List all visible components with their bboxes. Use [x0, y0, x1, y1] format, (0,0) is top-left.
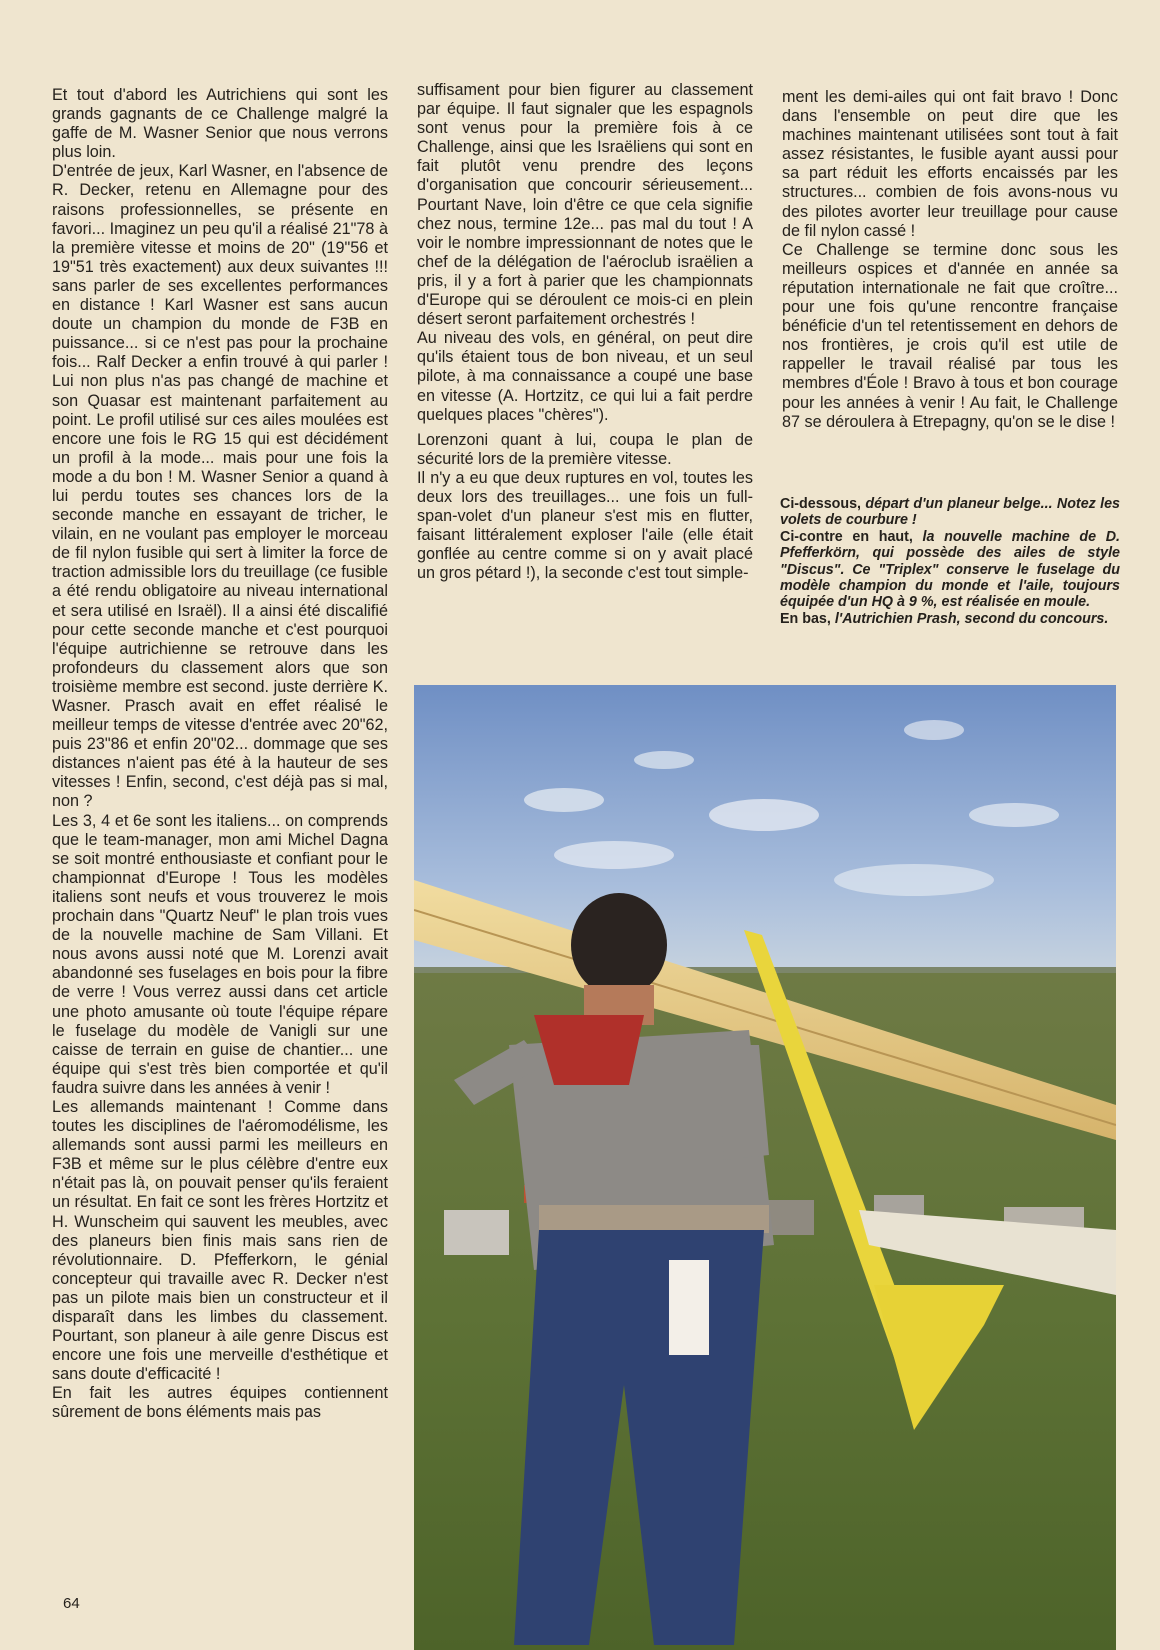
caption-text: l'Autrichien Prash, second du concours. — [834, 610, 1109, 627]
article-column-3 — [782, 88, 1118, 432]
article-column-1 — [52, 86, 388, 1423]
photo-caption — [780, 496, 1120, 627]
caption-lead: Ci-dessous, — [780, 496, 866, 512]
paragraph: Il n'y a eu que deux ruptures en vol, toutes les deux lors des treuillages... une fois un full-span-volet d'un planeur s'est mis en flutter, faisant littéralement exploser l'aile (elle était gonflée au centre comme si on y avait placé un gros pétard !), la seconde c'est tout simple- — [417, 468, 753, 583]
caption-lead: Ci-contre en haut, — [780, 528, 923, 545]
photo-glider-launch — [414, 685, 1116, 1650]
page-number: 64 — [63, 1595, 80, 1612]
paragraph: ment les demi-ailes qui ont fait bravo ! Donc dans l'ensemble on peut dire que les machines maintenant utilisées sont tout à fait assez résistantes, le fusible ayant aussi pour sa part réduit les efforts encaissés par les structures... combien de fois avons-nous vu des pilotes avorter leur treuillage pour cause de fil nylon cassé ! — [782, 88, 1118, 240]
paragraph: Ce Challenge se termine donc sous les meilleurs ospices et d'année en année sa réputation internationale ne fait que croître... pour une fois qu'une rencontre française bénéficie d'un tel retentissement en dehors de nos frontières, je crois qu'il est utile de rappeller le travail réalisé par tous les membres d'Éole ! Bravo à tous et bon courage pour les années à venir ! Au fait, le Challenge 87 se déroulera à Etrepagny, qu'on se le dise ! — [782, 240, 1118, 431]
paragraph: D'entrée de jeux, Karl Wasner, en l'absence de R. Decker, retenu en Allemagne pour des raisons professionnelles, se présente en favori... Imaginez un peu qu'il a réalisé 21"78 à la première vitesse et moins de 20" (19"56 et 19"51 très exactement) aux deux suivantes !!! sans parler de ses excellentes performances en distance ! Karl Wasner est sans aucun doute un champion du monde de F3B en puissance... si ce n'est pas pour la prochaine fois... Ralf Decker a enfin trouvé à qui parler ! Lui non plus n'as pas changé de machine et son Quasar est maintenant parfaitement au point. Le profil utilisé sur ces ailes moulées est encore une fois le RG 15 qui est décidément un profil à la mode... mais pour une fois la mode a du bon ! M. Wasner Senior a quand à lui perdu toutes ses chances lors de la seconde manche en essayant de tricher, le vilain, en ne voulant pas employer le morceau de fil nylon fusible qui sert à limiter la force de traction admissible lors du treuillage (ce fusible a été rendu obligatoire au niveau international et sera utilisé en Israël). Il a ainsi été discalifié pour cette seconde manche et c'est pourquoi l'équipe autrichienne se retrouve dans les profondeurs du classement alors que son troisième membre est second. juste derrière K. Wasner. Prasch avait en effet réalisé le meilleur temps de vitesse d'entrée avec 20"62, puis 23"86 et enfin 20"02... dommage que ses distances n'aient pas été à la hauteur de ses vitesses ! Enfin, second, c'est déjà pas si mal, non ? — [52, 162, 388, 811]
paragraph: Et tout d'abord les Autrichiens qui sont les grands gagnants de ce Challenge malgré la gaffe de M. Wasner Senior que nous verrons plus loin. — [52, 86, 388, 162]
paragraph: suffisament pour bien figurer au classement par équipe. Il faut signaler que les espagnols sont venus pour la première fois à ce Challenge, ainsi que les Israëliens qui sont en fait plutôt venu prendre des leçons d'organisation que concourir sérieusement... Pourtant Nave, loin d'être ce que cela signifie chez nous, termine 12e... pas mal du tout ! A voir le nombre impressionnant de notes que le chef de la délégation de l'aéroclub israëlien a pris, il y a fort à parier que les championnats d'Europe qui se déroulent ce mois-ci en plein désert seront parfaitement orchestrés ! — [417, 81, 753, 329]
paragraph: Les allemands maintenant ! Comme dans toutes les disciplines de l'aéromodélisme, les allemands sont aussi parmi les meilleurs en F3B et même sur le plus célèbre d'entre eux n'était pas là, on pouvait penser qu'ils feraient un résultat. En fait ce sont les frères Hortzitz et H. Wunscheim qui sauvent les meubles, avec des planeurs bien finis mais sans rien de révolutionnaire. D. Pfefferkorn, le génial concepteur qui travaille avec R. Decker n'est pas un pilote mais bien un constructeur et il disparaît dans les limbes du classement. Pourtant, son planeur à aile genre Discus est encore une fois une merveille d'esthétique et sans doute d'efficacité ! — [52, 1097, 388, 1384]
paragraph: Lorenzoni quant à lui, coupa le plan de sécurité lors de la première vitesse. — [417, 430, 753, 468]
paragraph: Les 3, 4 et 6e sont les italiens... on comprends que le team-manager, mon ami Michel Dagna se soit montré enthousiaste et confiant pour le championnat d'Europe ! Tous les modèles italiens sont neufs et vous trouverez le mois prochain dans "Quartz Neuf" le plan trois vues de la nouvelle machine de Sam Villani. Et nous avons aussi noté que M. Lorenzi avait abandonné ses fuselages en bois pour la fibre de verre ! Vous verrez aussi dans cet article une photo amusante où toute l'équipe répare le fuselage du modèle de Vanigli sur une caisse de terrain en guise de chantier... une équipe qui s'est très bien comportée et qu'il faudra suivre dans les années à venir ! — [52, 811, 388, 1097]
caption-lead: En bas, — [780, 610, 835, 627]
caption-text: départ d'un planeur belge... Notez les volets de courbure ! — [780, 496, 1121, 529]
paragraph: En fait les autres équipes contiennent sûrement de bons éléments mais pas — [52, 1384, 388, 1422]
paragraph: Au niveau des vols, en général, on peut dire qu'ils étaient tous de bon niveau, et un seul pilote, à ma connaissance a coupé une base en vitesse (A. Hortzitz, ce qui lui a fait perdre quelques places "chères"). — [417, 329, 753, 424]
caption-text: la nouvelle machine de D. Pfefferkörn, qui possède des ailes de style "Discus". Ce "Triplex" conserve le fuselage du modèle champion du monde et l'aile, toujours équipée d'un HQ à 9 %, est réalisée en moule. — [780, 528, 1120, 611]
article-column-2 — [417, 81, 753, 583]
